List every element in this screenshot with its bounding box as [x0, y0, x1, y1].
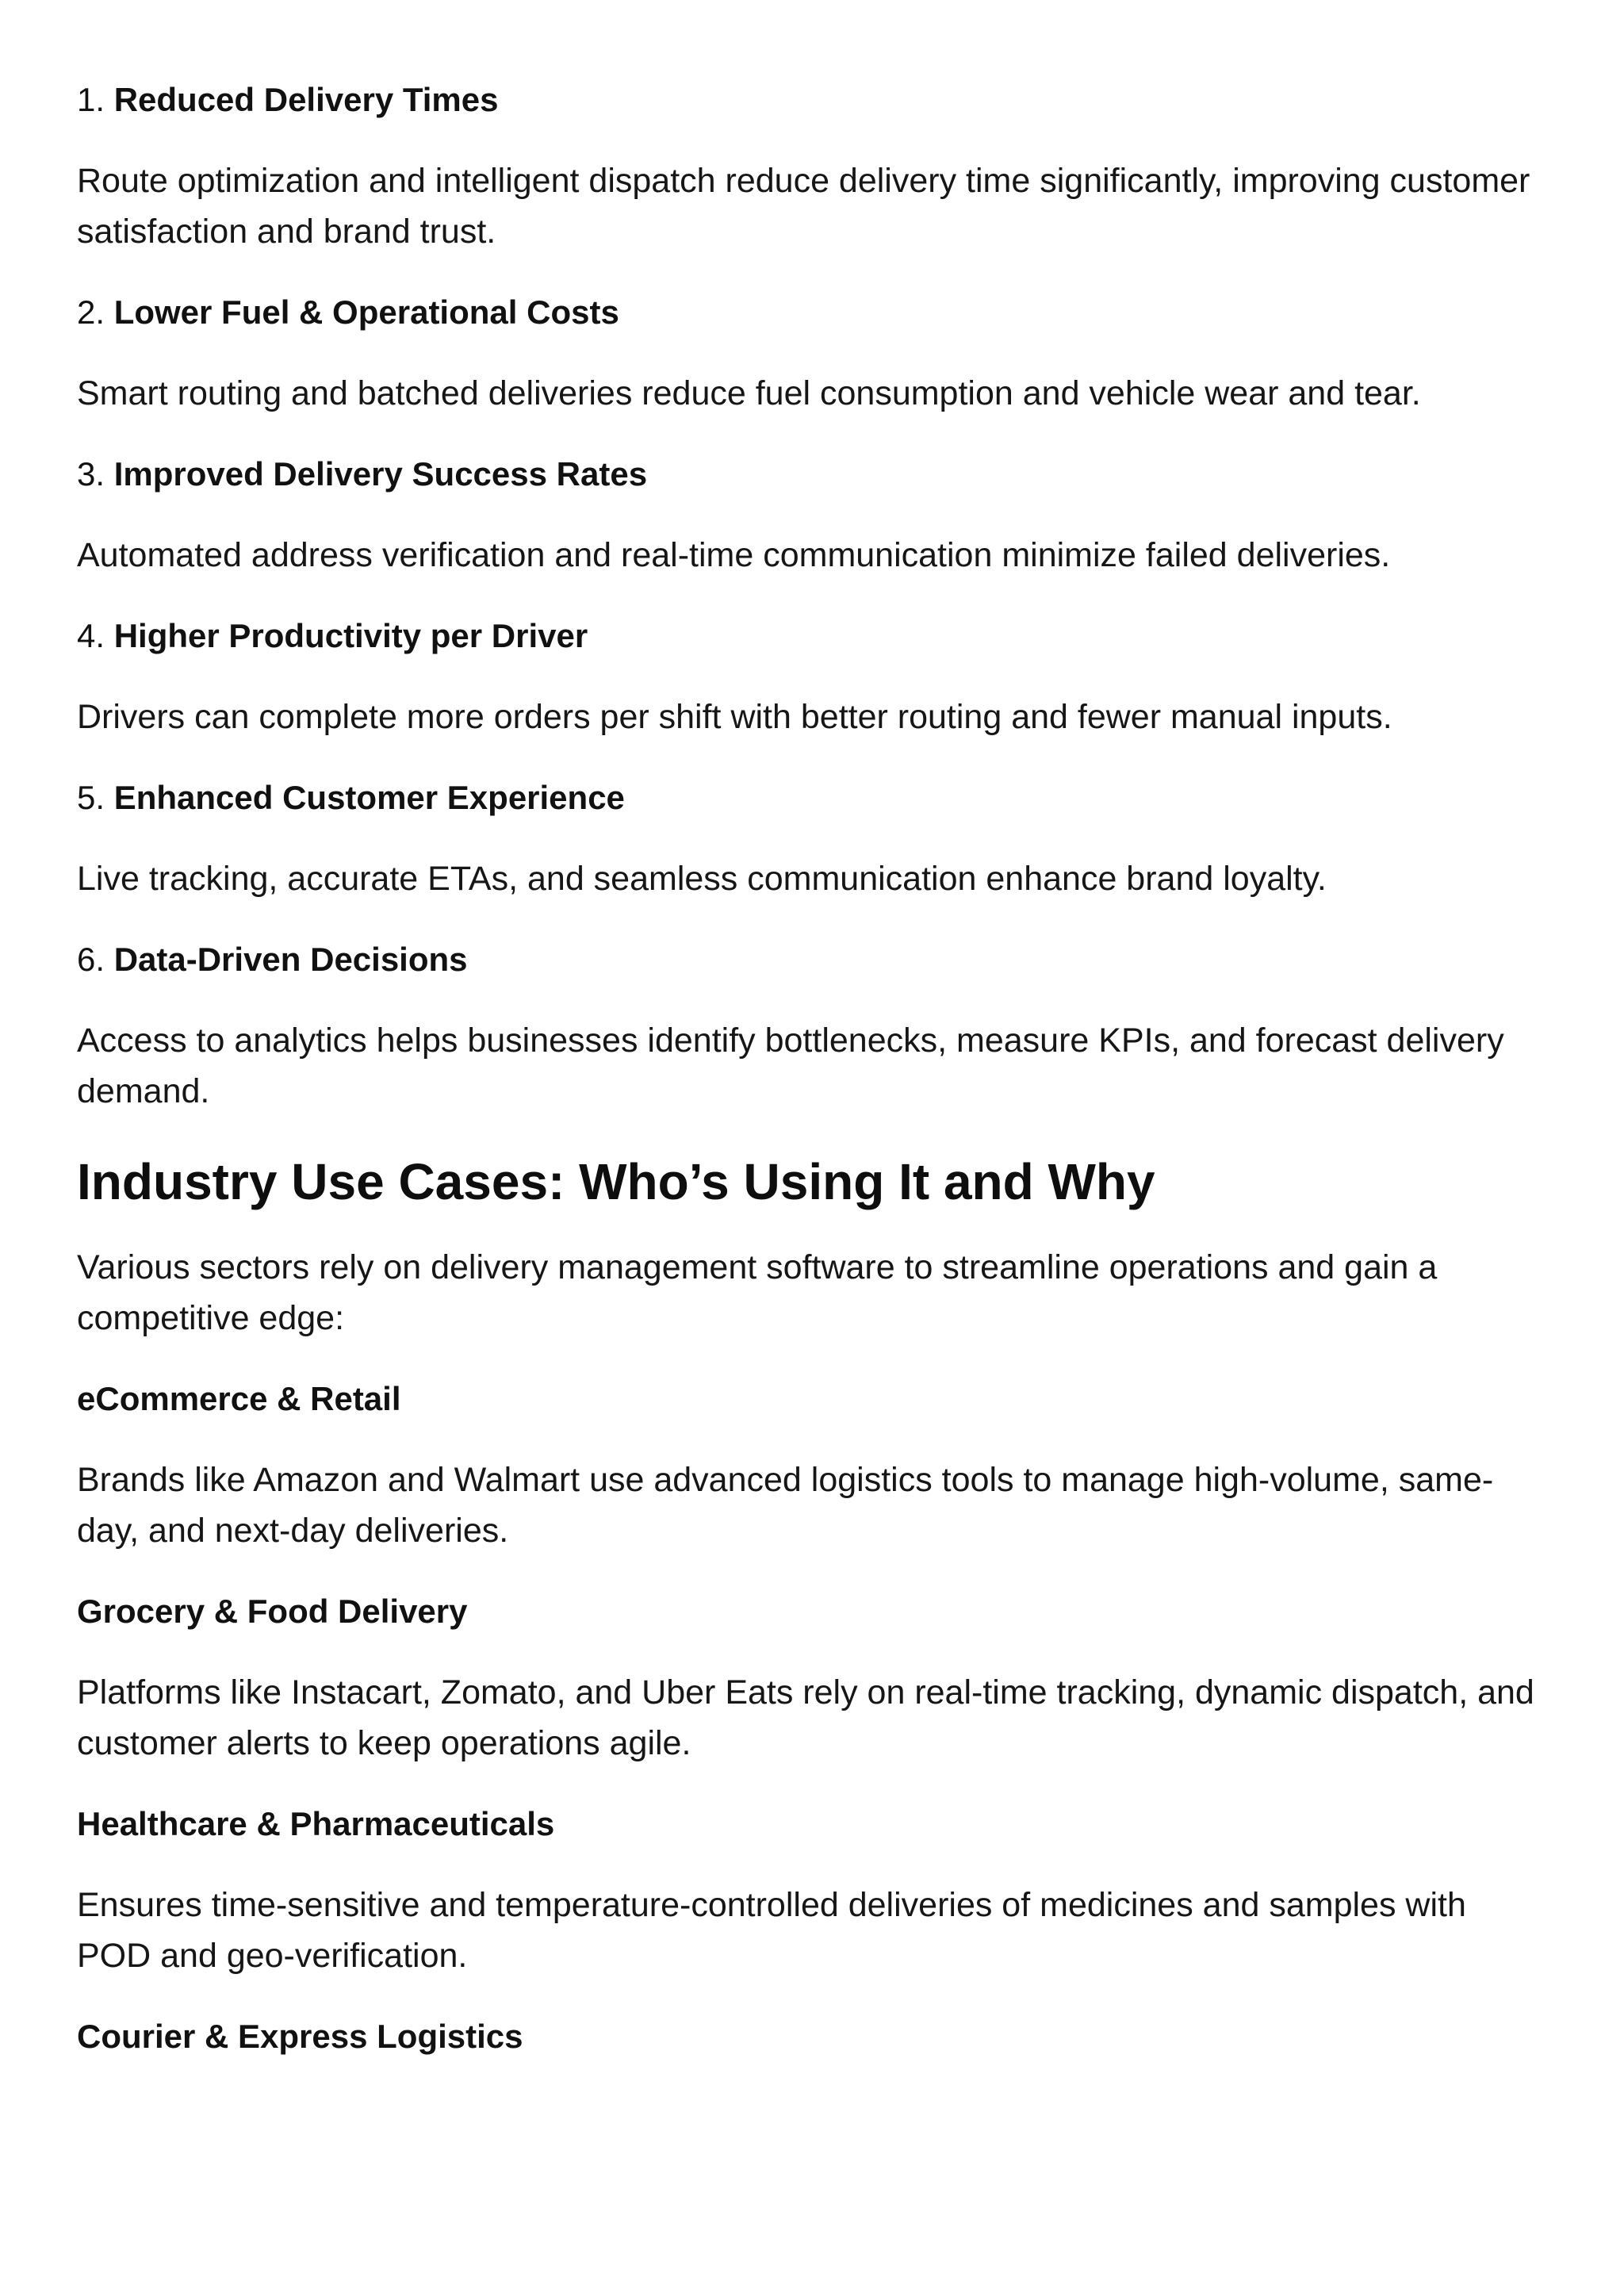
- use-case-grocery-title: Grocery & Food Delivery: [77, 1593, 468, 1630]
- benefit-4-description: Drivers can complete more orders per shift with better routing and fewer manual inputs.: [77, 698, 1392, 736]
- benefit-1-description: Route optimization and intelligent dispatch reduce delivery time significantly, improving customer satisfaction and brand trust.: [77, 162, 1530, 251]
- section-heading: Industry Use Cases: Who’s Using It and Why: [77, 1153, 1155, 1210]
- benefit-3-description: Automated address verification and real-time communication minimize failed deliveries.: [77, 536, 1391, 574]
- use-case-healthcare-description: Ensures time-sensitive and temperature-controlled deliveries of medicines and samples with POD and geo-verification.: [77, 1886, 1466, 1975]
- benefit-5-description: Live tracking, accurate ETAs, and seamless communication enhance brand loyalty.: [77, 860, 1327, 898]
- benefit-label: Reduced Delivery Times: [113, 81, 499, 118]
- use-case-healthcare-title: Healthcare & Pharmaceuticals: [77, 1805, 555, 1842]
- use-case-courier-title: Courier & Express Logistics: [77, 2018, 523, 2055]
- benefit-label: Lower Fuel & Operational Costs: [113, 293, 619, 331]
- benefit-3-title: [77, 450, 1548, 498]
- benefit-number: 3.: [77, 455, 105, 493]
- benefit-number: 6.: [77, 941, 105, 978]
- benefit-label: Improved Delivery Success Rates: [113, 455, 648, 493]
- benefit-4-title: [77, 612, 1548, 660]
- benefit-6-title: [77, 936, 1548, 983]
- benefit-label: Data-Driven Decisions: [113, 941, 468, 978]
- benefit-1-title: [77, 76, 1548, 124]
- benefit-5-title: [77, 774, 1548, 822]
- use-case-grocery-description: Platforms like Instacart, Zomato, and Uber Eats rely on real-time tracking, dynamic dispatch, and customer alerts to keep operations agile.: [77, 1673, 1534, 1762]
- use-case-ecommerce-description: Brands like Amazon and Walmart use advanced logistics tools to manage high-volume, same-day, and next-day deliveries.: [77, 1461, 1494, 1550]
- benefit-number: 5.: [77, 779, 105, 816]
- use-case-ecommerce-title: eCommerce & Retail: [77, 1380, 401, 1417]
- section-intro: Various sectors rely on delivery management software to streamline operations and gain a competitive edge:: [77, 1248, 1438, 1337]
- benefit-label: Higher Productivity per Driver: [113, 617, 588, 654]
- benefit-2-title: [77, 289, 1548, 336]
- benefit-6-description: Access to analytics helps businesses identify bottlenecks, measure KPIs, and forecast delivery demand.: [77, 1022, 1504, 1110]
- benefit-number: 2.: [77, 293, 105, 331]
- benefit-number: 4.: [77, 617, 105, 654]
- benefit-number: 1.: [77, 81, 105, 118]
- benefit-label: Enhanced Customer Experience: [113, 779, 625, 816]
- benefit-2-description: Smart routing and batched deliveries reduce fuel consumption and vehicle wear and tear.: [77, 374, 1421, 412]
